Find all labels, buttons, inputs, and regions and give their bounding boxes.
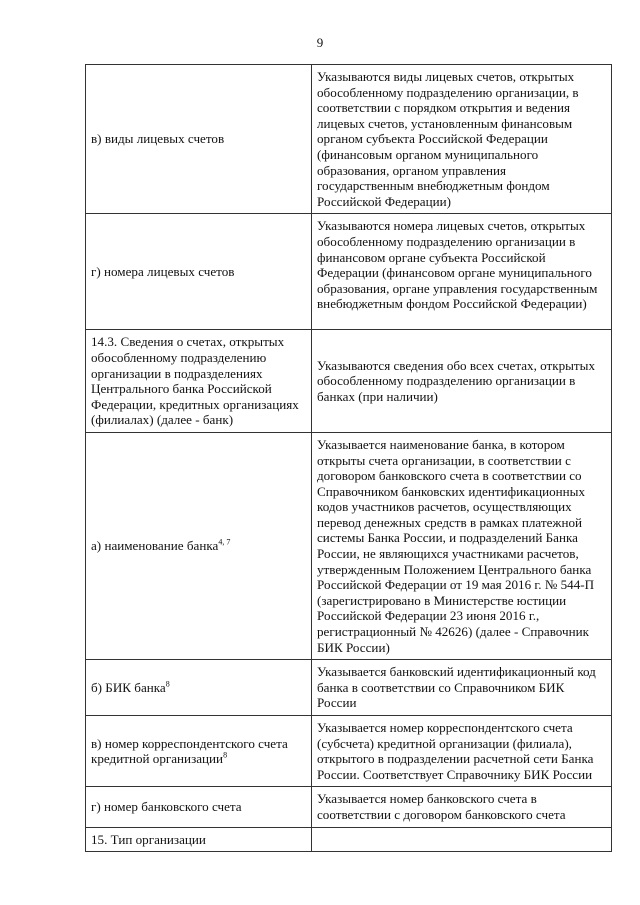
row-label: в) виды лицевых счетов: [86, 65, 312, 214]
table-row: [86, 787, 612, 827]
row-label: 14.3. Сведения о счетах, открытых обособленному подразделению организации в подразделениях Центрального банка Российской Федерации, кредитных организациях (филиалах) (далее - банк): [86, 330, 312, 433]
row-description: Указывается номер корреспондентского счета (субсчета) кредитной организации (филиала), открытого в подразделении расчетной сети Банка России. Соответствует Справочнику БИК России: [312, 716, 612, 787]
page-number: 9: [316, 35, 324, 50]
document-table: [85, 64, 612, 852]
row-label: б) БИК банка$^8$: [86, 660, 312, 716]
table-row: [86, 660, 612, 716]
footnote-ref: 8: [223, 750, 228, 760]
row-label: г) номера лицевых счетов: [86, 214, 312, 330]
row-label: 15. Тип организации: [86, 827, 312, 852]
row-label: а) наименование банка$^{4, 7}$: [86, 432, 312, 659]
row-label: в) номер корреспондентского счета кредитной организации$^8$: [86, 716, 312, 787]
table-row: [86, 827, 612, 852]
row-description: Указываются номера лицевых счетов, открытых обособленному подразделению организации в финансовом органе субъекта Российской Федерации (финансовом органе муниципального образования, органе управления государственным внебюджетным фондом Российской Федерации): [312, 214, 612, 330]
table-row: [86, 716, 612, 787]
footnote-ref: 4, 7: [218, 537, 231, 547]
footnote-ref: 8: [165, 679, 170, 689]
row-label: г) номер банковского счета: [86, 787, 312, 827]
row-description: Указывается банковский идентификационный код банка в соответствии со Справочником БИК России: [312, 660, 612, 716]
table-row: [86, 214, 612, 330]
row-description: Указывается номер банковского счета в соответствии с договором банковского счета: [312, 787, 612, 827]
row-description: [312, 827, 612, 852]
row-description: Указываются сведения обо всех счетах, открытых обособленному подразделению организации в банках (при наличии): [312, 330, 612, 433]
row-description: Указывается наименование банка, в котором открыты счета организации, в соответствии с договором банковского счета в соответствии со Справочником банковских идентификационных кодов участников расчетов, осуществляющих перевод денежных средств в рамках платежной системы Банка России, и подразделений Банка России, не являющихся участниками расчетов, утвержденным Положением Центрального банка Российской Федерации от 19 мая 2016 г. № 544-П (зарегистрировано в Министерстве юстиции Российской Федерации 23 июня 2016 г., регистрационный № 42626) (далее - Справочник БИК России): [312, 432, 612, 659]
table-row: [86, 330, 612, 433]
table-row: [86, 432, 612, 659]
row-description: Указываются виды лицевых счетов, открытых обособленному подразделению организации, в соответствии с порядком открытия и ведения лицевых счетов, установленным финансовым органом субъекта Российской Федерации (финансовым органом муниципального образования, органом управления государственным внебюджетным фондом Российской Федерации): [312, 65, 612, 214]
table-row: [86, 65, 612, 214]
